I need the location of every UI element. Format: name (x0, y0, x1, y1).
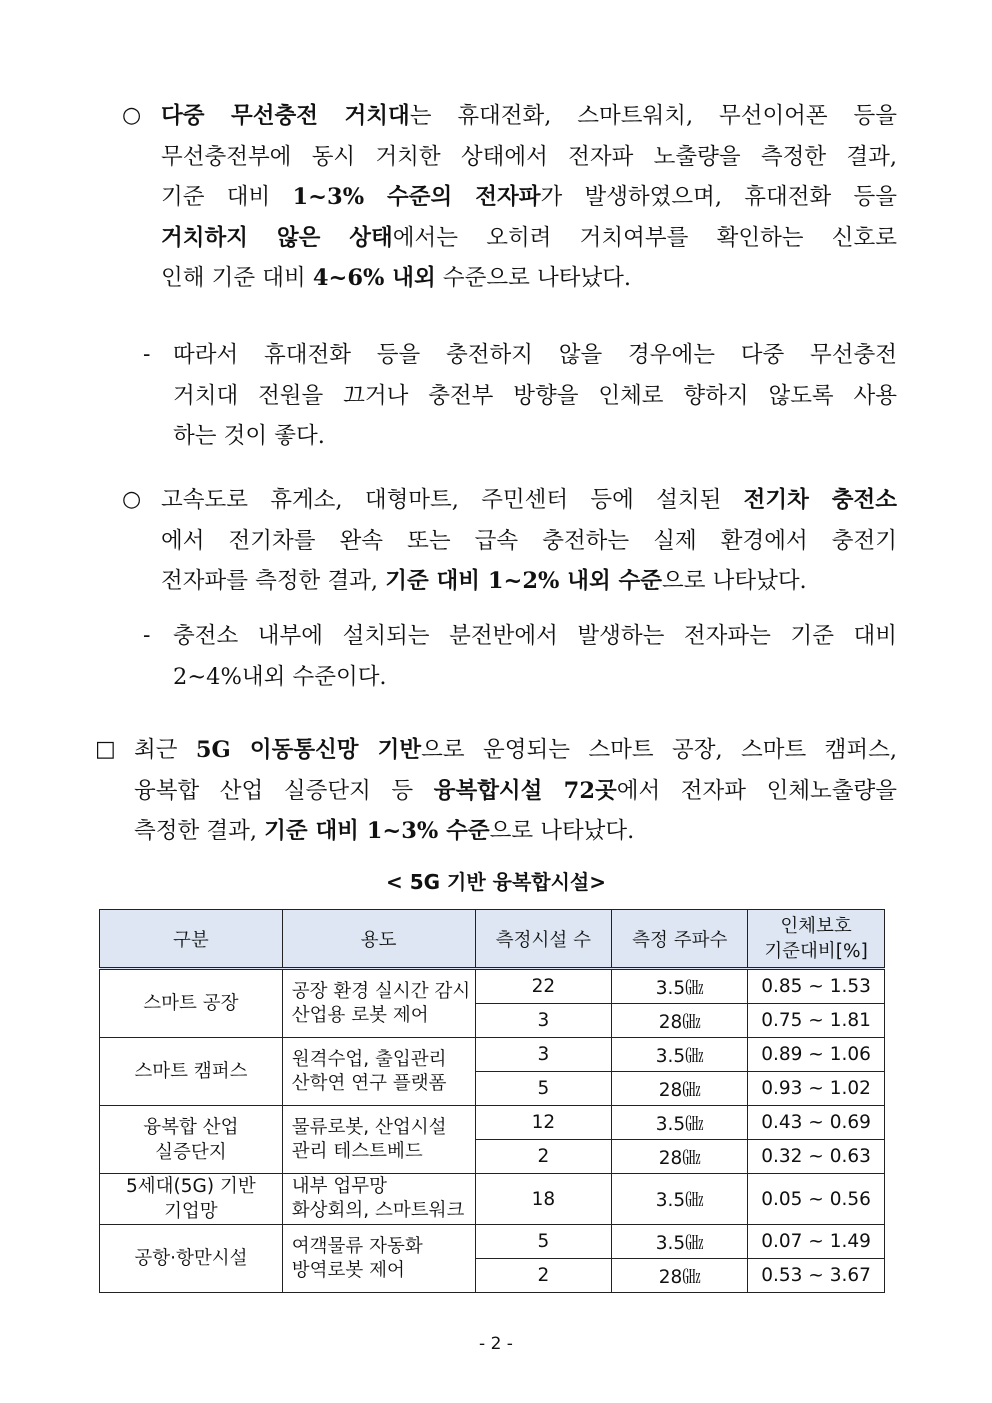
page-number: - 2 - (479, 1334, 513, 1354)
text-segment: 하는 것이 좋다. (173, 423, 325, 449)
text-segment: 인해 기준 대비 (161, 265, 313, 291)
frequency-cell: 3.5㎓ (612, 1174, 748, 1225)
usage-cell (282, 1225, 475, 1293)
category-text: 5세대(5G) 기반 (126, 1176, 256, 1197)
frequency-cell: 28㎓ (612, 1140, 748, 1174)
category-text: 공항·항만시설 (134, 1248, 248, 1269)
text-line (161, 96, 897, 137)
text-segment: 최근 (134, 737, 196, 763)
text-line (173, 376, 897, 417)
table-row (100, 1225, 885, 1259)
text-segment: 으로 나타났다. (489, 818, 635, 844)
usage-cell (282, 1038, 475, 1106)
bold-text: 1~3% 수준의 전자파 (292, 184, 541, 210)
text-line (161, 521, 897, 562)
count-cell: 3 (475, 1004, 612, 1038)
table-body (100, 969, 885, 1293)
category-text: 실증단지 (155, 1141, 227, 1163)
text-segment: 에서 전자파 인체노출량을 (616, 777, 897, 804)
usage-text: 여객물류 자동화 (291, 1235, 423, 1257)
text-segment: 융복합 산업 실증단지 등 (134, 777, 434, 804)
square-bullet: □ (95, 737, 116, 762)
text-segment: 에서는 오히려 거치여부를 확인하는 신호로 (392, 224, 897, 251)
text-line (134, 811, 897, 852)
text-segment: 충전소 내부에 설치되는 분전반에서 발생하는 전자파는 기준 대비 (173, 623, 897, 649)
count-cell: 22 (475, 969, 612, 1004)
usage-text: 방역로봇 제어 (291, 1259, 405, 1281)
bold-text: 전기차 충전소 (743, 487, 898, 513)
usage-cell (282, 1174, 475, 1225)
text-segment: 으로 운영되는 스마트 공장, 스마트 캠퍼스, (421, 737, 897, 763)
header-usage: 용도 (282, 910, 475, 969)
usage-text: 공장 환경 실시간 감시 (291, 980, 471, 1002)
bold-text: 다중 무선충전 거치대 (161, 103, 410, 129)
count-cell: 5 (475, 1072, 612, 1106)
text-segment: 측정한 결과, (134, 818, 265, 844)
text-segment: 2~4%내외 수준이다. (173, 663, 387, 690)
table-header-row (100, 910, 885, 969)
bold-text: 4~6% 내외 (312, 265, 436, 291)
frequency-cell: 28㎓ (612, 1004, 748, 1038)
facility-table (99, 909, 885, 1293)
category-text: 스마트 공장 (143, 993, 239, 1014)
ratio-cell: 0.93 ~ 1.02 (748, 1072, 885, 1106)
category-cell (100, 1106, 283, 1174)
category-cell (100, 1038, 283, 1106)
text-segment: 기준 대비 (161, 184, 293, 210)
paragraph-distribution-board (173, 616, 897, 697)
frequency-cell: 3.5㎓ (612, 1106, 748, 1140)
bold-text: 기준 대비 1~2% 내외 수준 (385, 568, 662, 594)
text-line (161, 137, 897, 178)
text-line (161, 561, 897, 602)
paragraph-charger-advice (173, 335, 897, 457)
circle-bullet: ○ (122, 103, 142, 128)
category-cell (100, 1225, 283, 1293)
paragraph-wireless-charger (161, 96, 897, 299)
header-frequency: 측정 주파수 (612, 910, 748, 969)
table-row (100, 1106, 885, 1140)
category-text: 스마트 캠퍼스 (134, 1061, 248, 1082)
usage-text: 원격수업, 출입관리 (291, 1048, 447, 1070)
bold-text: 기준 대비 1~3% 수준 (264, 818, 490, 844)
text-line (173, 335, 897, 376)
text-segment: 는 휴대전화, 스마트워치, 무선이어폰 등을 (409, 103, 897, 129)
bold-text: 융복합시설 72곳 (433, 777, 617, 804)
text-line (161, 177, 897, 218)
text-segment: 따라서 휴대전화 등을 충전하지 않을 경우에는 다중 무선충전 (173, 342, 897, 368)
text-segment: 수준으로 나타났다. (435, 265, 632, 291)
header-ratio-line1: 인체보호 (780, 915, 852, 937)
count-cell: 12 (475, 1106, 612, 1140)
usage-text: 물류로봇, 산업시설 (291, 1116, 447, 1138)
count-cell: 2 (475, 1259, 612, 1293)
frequency-cell: 3.5㎓ (612, 1038, 748, 1072)
ratio-cell: 0.53 ~ 3.67 (748, 1259, 885, 1293)
frequency-cell: 3.5㎓ (612, 969, 748, 1004)
text-segment: 에서 전기차를 완속 또는 급속 충전하는 실제 환경에서 충전기 (161, 527, 897, 554)
text-line (134, 730, 897, 771)
text-line (134, 771, 897, 812)
usage-text: 산학연 연구 플랫폼 (291, 1072, 447, 1094)
usage-cell (282, 969, 475, 1038)
text-segment: 거치대 전원을 끄거나 충전부 방향을 인체로 향하지 않도록 사용 (173, 382, 897, 409)
usage-text: 화상회의, 스마트워크 (291, 1200, 465, 1221)
category-cell (100, 1174, 283, 1225)
ratio-cell: 0.75 ~ 1.81 (748, 1004, 885, 1038)
text-segment: 고속도로 휴게소, 대형마트, 주민센터 등에 설치된 (161, 487, 744, 513)
table-row (100, 969, 885, 1004)
text-line (161, 218, 897, 259)
dash-bullet: - (143, 342, 151, 367)
frequency-cell: 3.5㎓ (612, 1225, 748, 1259)
header-category: 구분 (100, 910, 283, 969)
text-segment: 으로 나타났다. (662, 568, 807, 594)
usage-cell (282, 1106, 475, 1174)
usage-text: 관리 테스트베드 (291, 1140, 423, 1162)
text-line (173, 657, 897, 698)
count-cell: 2 (475, 1140, 612, 1174)
count-cell: 18 (475, 1174, 612, 1225)
usage-text: 내부 업무망 (291, 1176, 388, 1197)
ratio-cell: 0.43 ~ 0.69 (748, 1106, 885, 1140)
bold-text: 5G 이동통신망 기반 (195, 737, 422, 763)
table-row (100, 1174, 885, 1225)
ratio-cell: 0.85 ~ 1.53 (748, 969, 885, 1004)
text-segment: 전자파를 측정한 결과, (161, 568, 386, 594)
text-line (173, 616, 897, 657)
ratio-cell: 0.32 ~ 0.63 (748, 1140, 885, 1174)
text-segment: 무선충전부에 동시 거치한 상태에서 전자파 노출량을 측정한 결과, (161, 143, 897, 170)
category-text: 융복합 산업 (143, 1116, 239, 1138)
frequency-cell: 28㎓ (612, 1072, 748, 1106)
table-caption: < 5G 기반 융복합시설> (386, 870, 606, 894)
ratio-cell: 0.05 ~ 0.56 (748, 1174, 885, 1225)
count-cell: 5 (475, 1225, 612, 1259)
text-line (161, 480, 897, 521)
category-cell (100, 969, 283, 1038)
text-line (173, 416, 897, 457)
circle-bullet: ○ (122, 487, 142, 512)
count-cell: 3 (475, 1038, 612, 1072)
ratio-cell: 0.89 ~ 1.06 (748, 1038, 885, 1072)
category-text: 기업망 (164, 1201, 218, 1222)
frequency-cell: 28㎓ (612, 1259, 748, 1293)
dash-bullet: - (143, 623, 151, 648)
text-segment: 가 발생하였으며, 휴대전화 등을 (540, 184, 898, 210)
bold-text: 거치하지 않은 상태 (161, 224, 393, 251)
paragraph-ev-charger (161, 480, 897, 602)
usage-text: 산업용 로봇 제어 (291, 1004, 429, 1026)
paragraph-5g-facilities (134, 730, 897, 852)
text-line (161, 258, 897, 299)
header-ratio (748, 910, 885, 969)
header-ratio-line2: 기준대비[%] (764, 940, 868, 962)
ratio-cell: 0.07 ~ 1.49 (748, 1225, 885, 1259)
header-count: 측정시설 수 (475, 910, 612, 969)
table-row (100, 1038, 885, 1072)
